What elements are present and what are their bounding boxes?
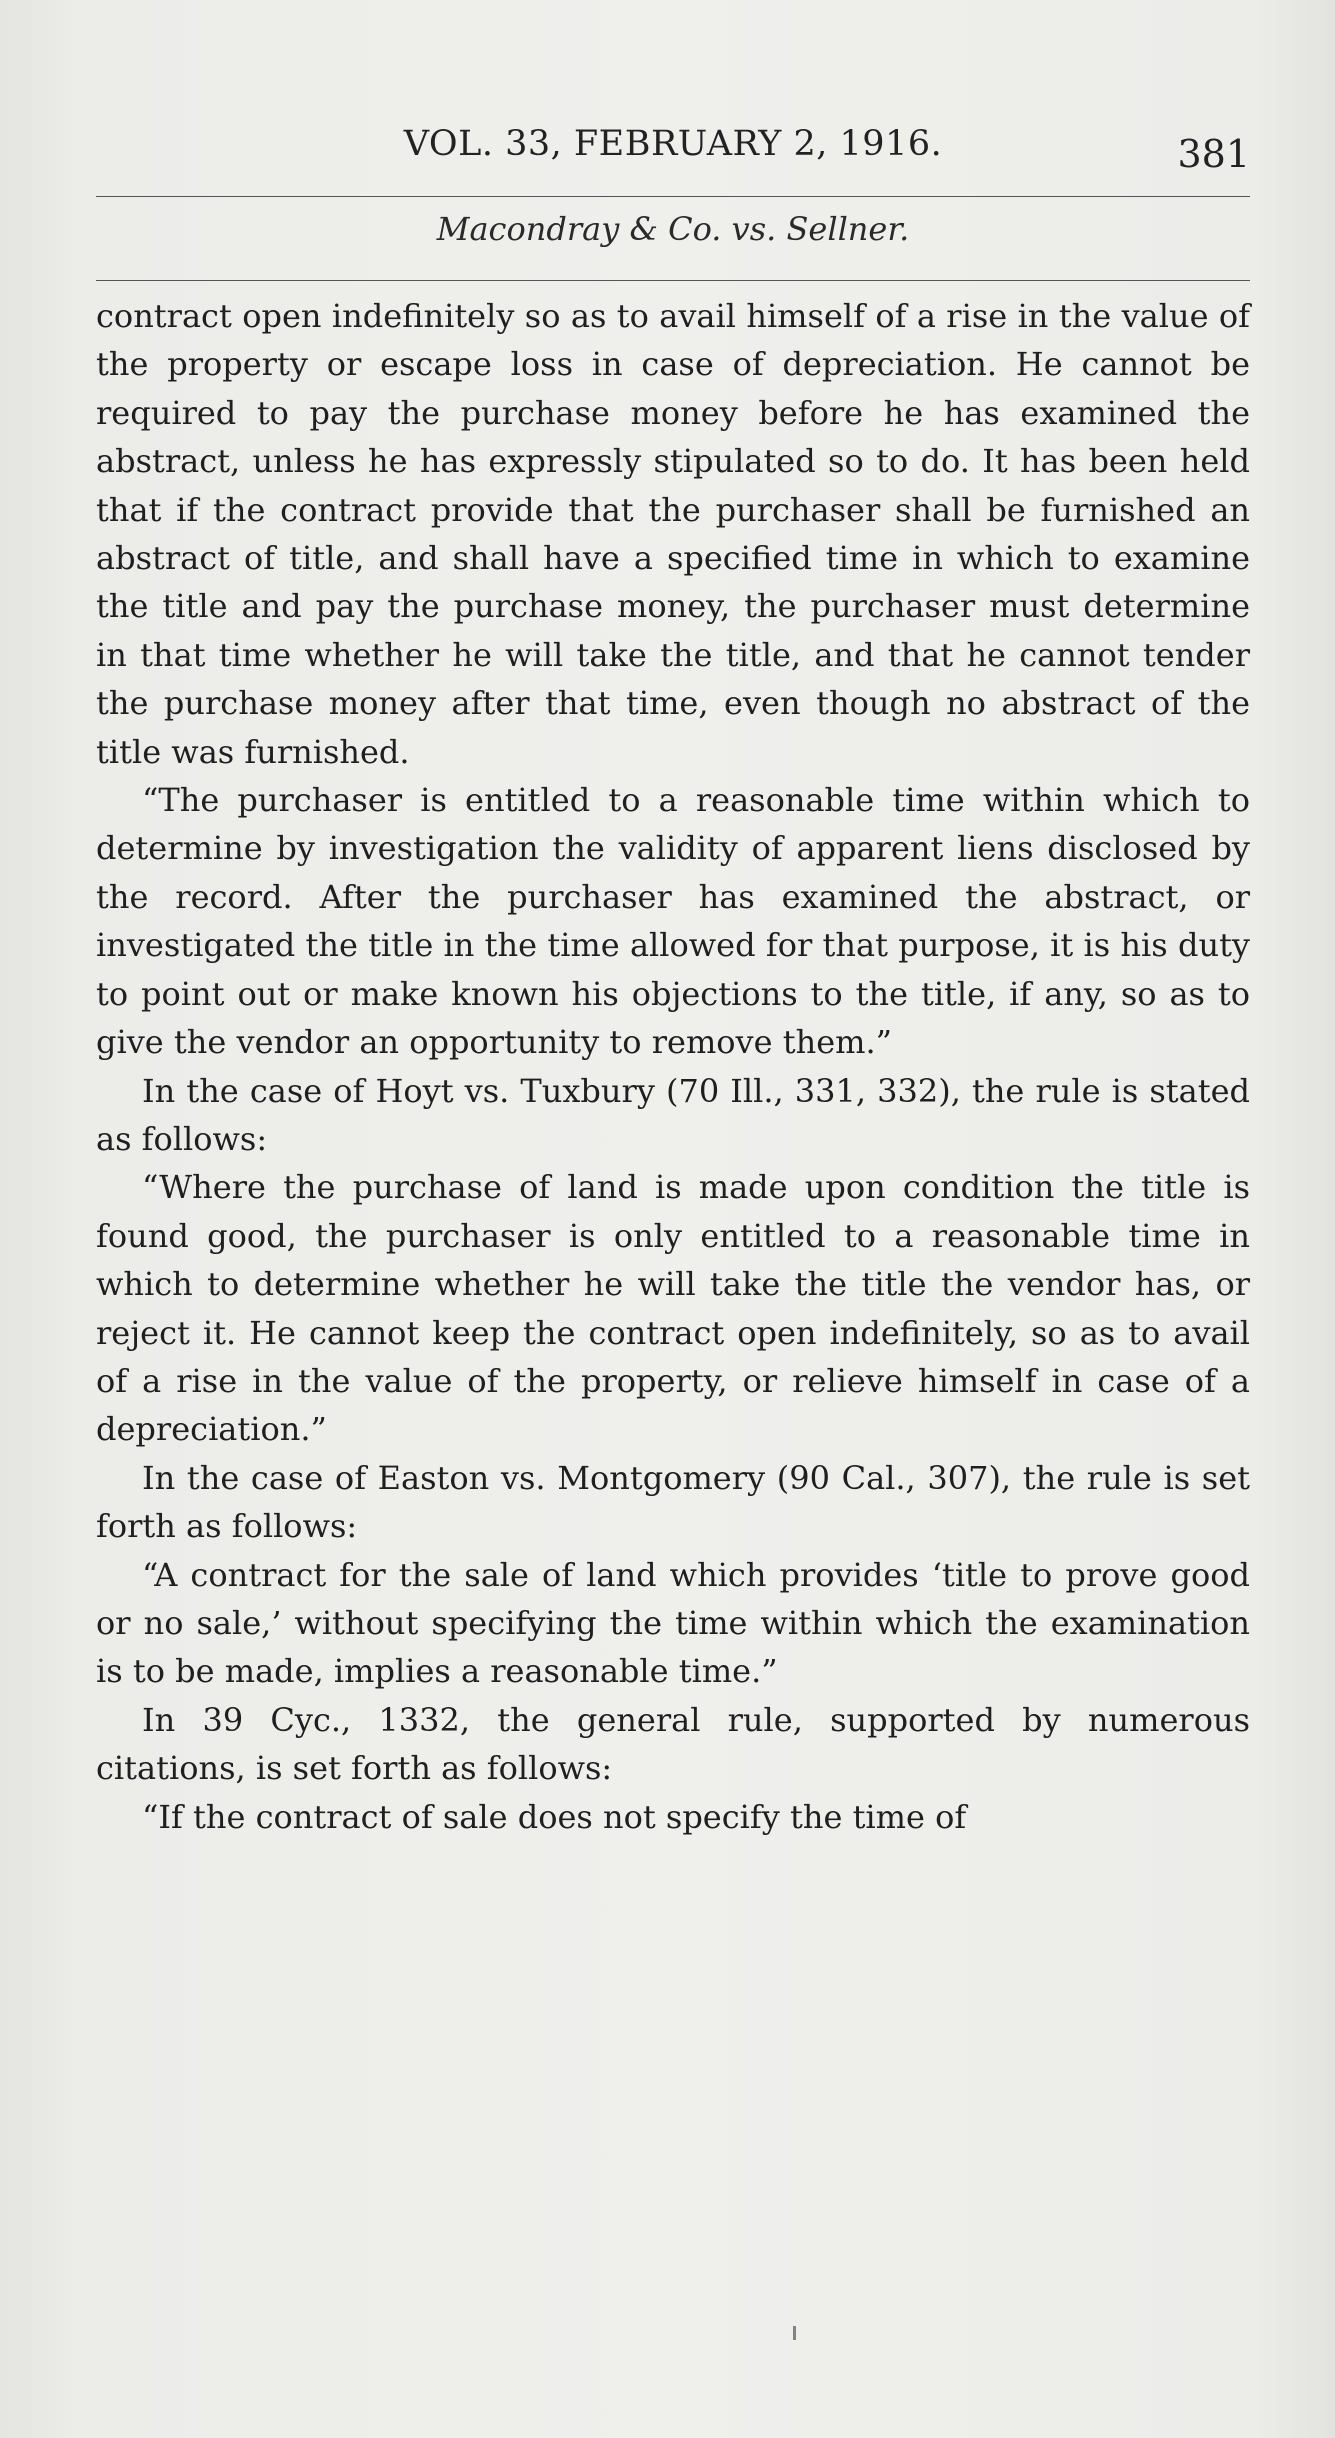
paragraph-easton-intro: In the case of Easton vs. Montgomery (90 Cal., 307), the rule is set forth as follows: bbox=[96, 1458, 1250, 1546]
page-number: 381 bbox=[1177, 132, 1250, 176]
case-running-head: Macondray & Co. vs. Sellner. bbox=[436, 210, 910, 248]
body-text bbox=[96, 292, 1250, 1841]
paragraph-cyc-quote: “If the contract of sale does not specify the time of bbox=[142, 1797, 967, 1836]
header-rule-bottom bbox=[96, 280, 1250, 281]
print-mark bbox=[793, 2326, 796, 2340]
paragraph-cyc-intro: In 39 Cyc., 1332, the general rule, supported by numerous citations, is set forth as follows: bbox=[96, 1700, 1250, 1788]
paragraph-hoyt-intro: In the case of Hoyt vs. Tuxbury (70 Ill., 331, 332), the rule is stated as follows: bbox=[96, 1071, 1250, 1158]
paragraph-continued: contract open indefinitely so as to avail himself of a rise in the value of the property or escape loss in case of depreciation. He cannot be required to pay the purchase money before he has examined the abstract, unless he has expressly stipulated so to do. It has been held that if the contract provide that the purchaser shall be furnished an abstract of title, and shall have a specified time in which to examine the title and pay the purchase money, the purchaser must determine in that time whether he will take the title, and that he cannot tender the purchase money after that time, even though no abstract of the title was furnished. bbox=[96, 297, 1250, 771]
paragraph-hoyt-quote: “Where the purchase of land is made upon condition the title is found good, the purchaser is only entitled to a reasonable time in which to determine whether he will take the title the vendor has, or reject it. He cannot keep the contract open indefinitely, so as to avail of a rise in the value of the property, or relieve himself in case of a depreciation.” bbox=[96, 1168, 1250, 1449]
header-rule-top bbox=[96, 196, 1250, 197]
paragraph-quote-purchaser: “The purchaser is entitled to a reasonable time within which to determine by investigation the validity of apparent liens disclosed by the record. After the purchaser has examined the abstract, or investigated the title in the time allowed for that purpose, it is his duty to point out or make known his objections to the title, if any, so as to give the vendor an opportunity to remove them.” bbox=[96, 781, 1250, 1062]
paragraph-easton-quote: “A contract for the sale of land which provides ‘title to prove good or no sale,’ without specifying the time within which the examination is to be made, implies a reasonable time.” bbox=[96, 1555, 1250, 1691]
volume-date-heading: VOL. 33, FEBRUARY 2, 1916. bbox=[403, 124, 943, 164]
page-header bbox=[96, 120, 1250, 180]
